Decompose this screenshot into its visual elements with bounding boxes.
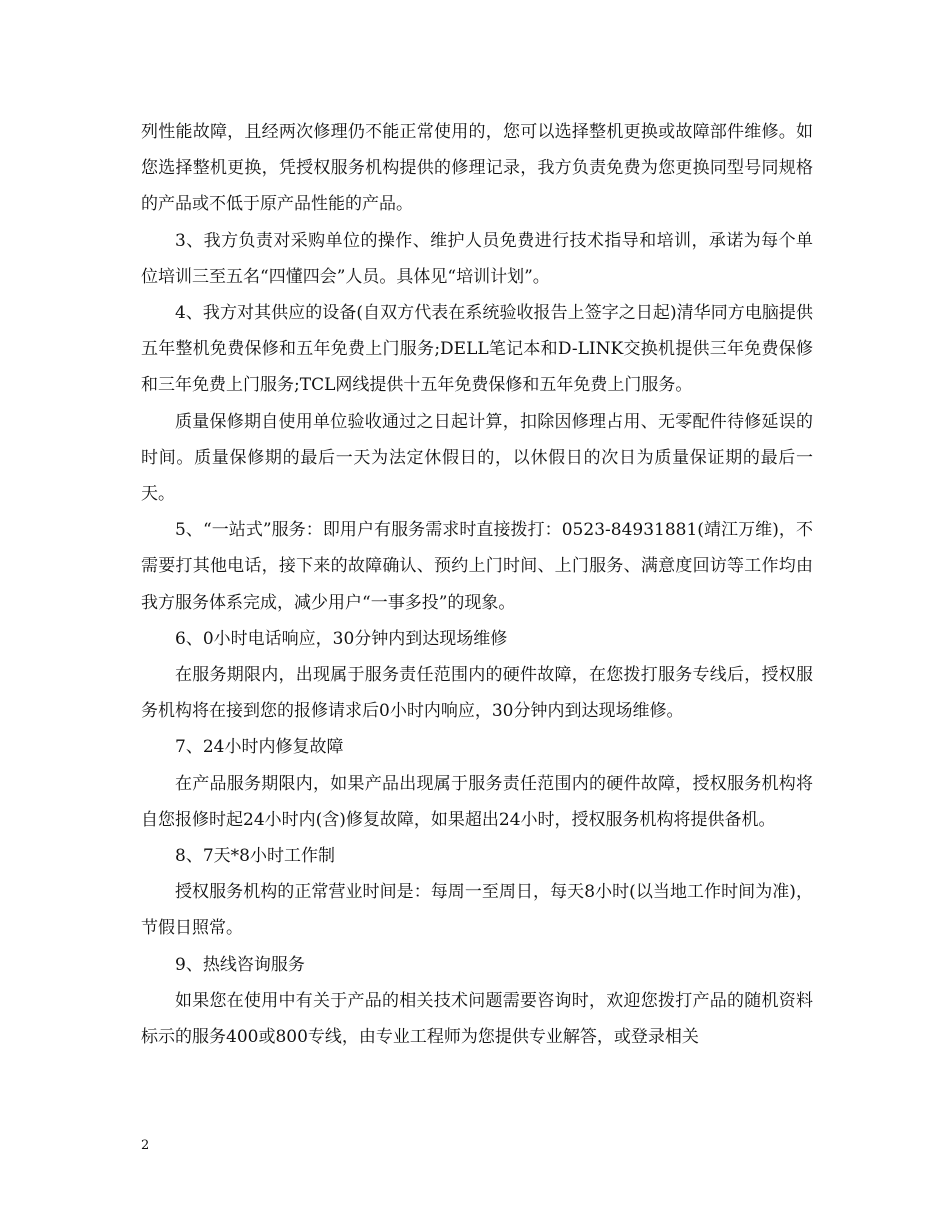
paragraph-response-time: 在服务期限内，出现属于服务责任范围内的硬件故障，在您拨打服务专线后，授权服务机构将在接到您的报修请求后0小时内响应，30分钟内到达现场维修。	[141, 665, 813, 722]
heading-working-hours: 8、7天*8小时工作制	[175, 846, 335, 867]
page-number: 2	[141, 1138, 150, 1153]
heading-hotline-service: 9、热线咨询服务	[175, 954, 305, 975]
paragraph-repair-time: 在产品服务期限内，如果产品出现属于服务责任范围内的硬件故障，授权服务机构将自您报修时起24小时内(含)修复故障，如果超出24小时，授权服务机构将提供备机。	[141, 773, 813, 830]
paragraph-working-hours: 授权服务机构的正常营业时间是：每周一至周日，每天8小时(以当地工作时间为准)，节假日照常。	[141, 882, 813, 939]
paragraph-warranty-replacement: 列性能故障，且经两次修理仍不能正常使用的，您可以选择整机更换或故障部件维修。如您选择整机更换，凭授权服务机构提供的修理记录，我方负责免费为您更换同型号同规格的产品或不低于原产品性能的产品。	[141, 122, 813, 215]
paragraph-one-stop-service: 5、“一站式”服务：即用户有服务需求时直接拨打：0523-84931881(靖江万维)，不需要打其他电话，接下来的故障确认、预约上门时间、上门服务、满意度回访等工作均由我方服务体系完成，减少用户“一事多投”的现象。	[141, 520, 813, 613]
heading-repair-time: 7、24小时内修复故障	[175, 737, 344, 758]
paragraph-hotline-service: 如果您在使用中有关于产品的相关技术问题需要咨询时，欢迎您拨打产品的随机资料标示的服务400或800专线，由专业工程师为您提供专业解答，或登录相关	[141, 990, 813, 1048]
paragraph-training: 3、我方负责对采购单位的操作、维护人员免费进行技术指导和培训，承诺为每个单位培训三至五名“四懂四会”人员。具体见“培训计划”。	[141, 230, 813, 287]
paragraph-equipment-warranty: 4、我方对其供应的设备(自双方代表在系统验收报告上签字之日起)清华同方电脑提供五年整机免费保修和五年免费上门服务;DELL笔记本和D-LINK交换机提供三年免费保修和三年免费上门服务;TCL网线提供十五年免费保修和五年免费上门服务。	[141, 303, 813, 396]
document-body	[141, 114, 813, 1055]
paragraph-warranty-period: 质量保修期自使用单位验收通过之日起计算，扣除因修理占用、无零配件待修延误的时间。质量保修期的最后一天为法定休假日的，以休假日的次日为质量保证期的最后一天。	[141, 411, 813, 505]
heading-response-time: 6、0小时电话响应，30分钟内到达现场维修	[175, 628, 508, 649]
